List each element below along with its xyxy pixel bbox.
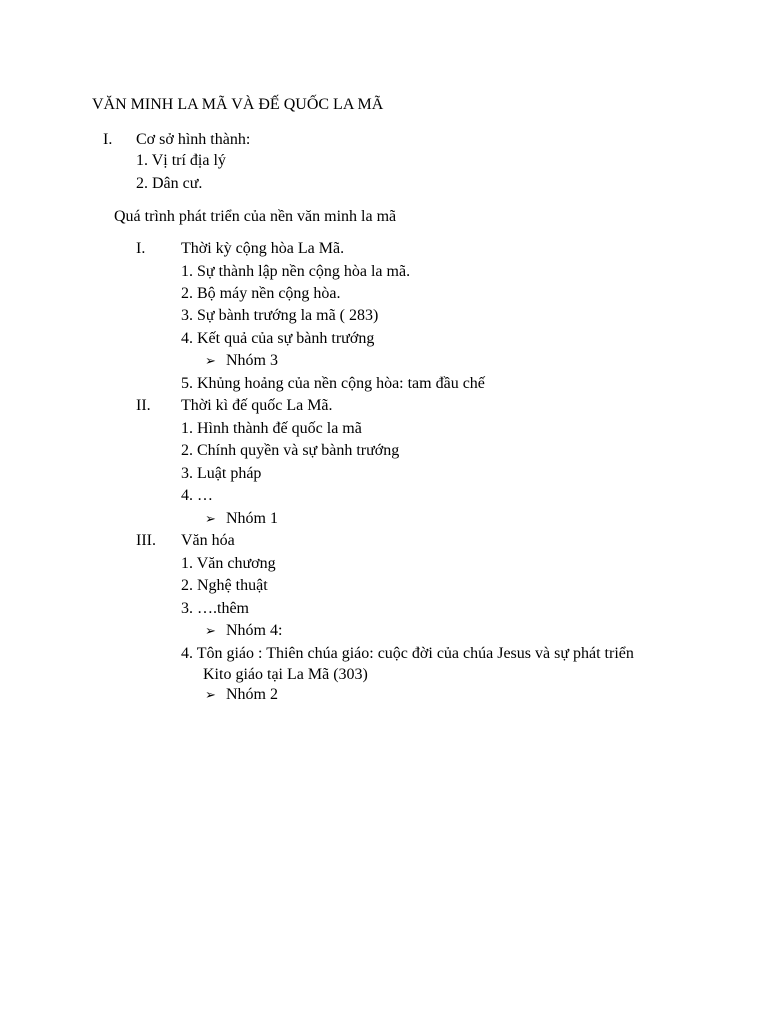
process-heading: Quá trình phát triển của nền văn minh la mã [114,208,397,225]
part-1-heading: Thời kỳ cộng hòa La Mã. [181,240,345,257]
list-item: 4. Kết quả của sự bành trướng [181,330,375,347]
group-label: Nhóm 1 [226,510,278,527]
list-item: 1. Hình thành đế quốc la mã [181,420,362,437]
list-item: 1. Văn chương [181,555,276,572]
section-1-heading: Cơ sở hình thành: [136,131,251,148]
arrow-bullet-icon: ➢ [205,688,216,703]
list-item: 1. Vị trí địa lý [136,152,226,169]
part-3-numeral: III. [136,532,156,549]
part-1-numeral: I. [136,240,146,257]
list-item: 2. Dân cư. [136,175,203,192]
part-3-heading: Văn hóa [181,532,235,549]
part-2-heading: Thời kì đế quốc La Mã. [181,397,333,414]
arrow-bullet-icon: ➢ [205,354,216,369]
list-item: 2. Chính quyền và sự bành trướng [181,442,400,459]
section-1-numeral: I. [103,131,113,148]
part-2-numeral: II. [136,397,151,414]
arrow-bullet-icon: ➢ [205,512,216,527]
list-item: 3. Luật pháp [181,465,262,482]
group-label: Nhóm 2 [226,686,278,703]
list-item: 4. Tôn giáo : Thiên chúa giáo: cuộc đời của chúa Jesus và sự phát triển Kito giáo tại La Mã (303) [181,645,634,683]
list-item: 2. Nghệ thuật [181,577,268,594]
list-item: 1. Sự thành lập nền cộng hòa la mã. [181,263,411,280]
list-item: 2. Bộ máy nền cộng hòa. [181,285,341,302]
group-label: Nhóm 3 [226,352,278,369]
arrow-bullet-icon: ➢ [205,624,216,639]
group-label: Nhóm 4: [226,622,283,639]
document-title: VĂN MINH LA MÃ VÀ ĐẾ QUỐC LA MÃ [92,96,384,113]
list-item: 5. Khủng hoảng của nền cộng hòa: tam đầu chế [181,375,485,392]
list-item: 3. ….thêm [181,600,249,617]
list-item: 4. … [181,487,213,504]
list-item: 3. Sự bành trướng la mã ( 283) [181,307,379,324]
